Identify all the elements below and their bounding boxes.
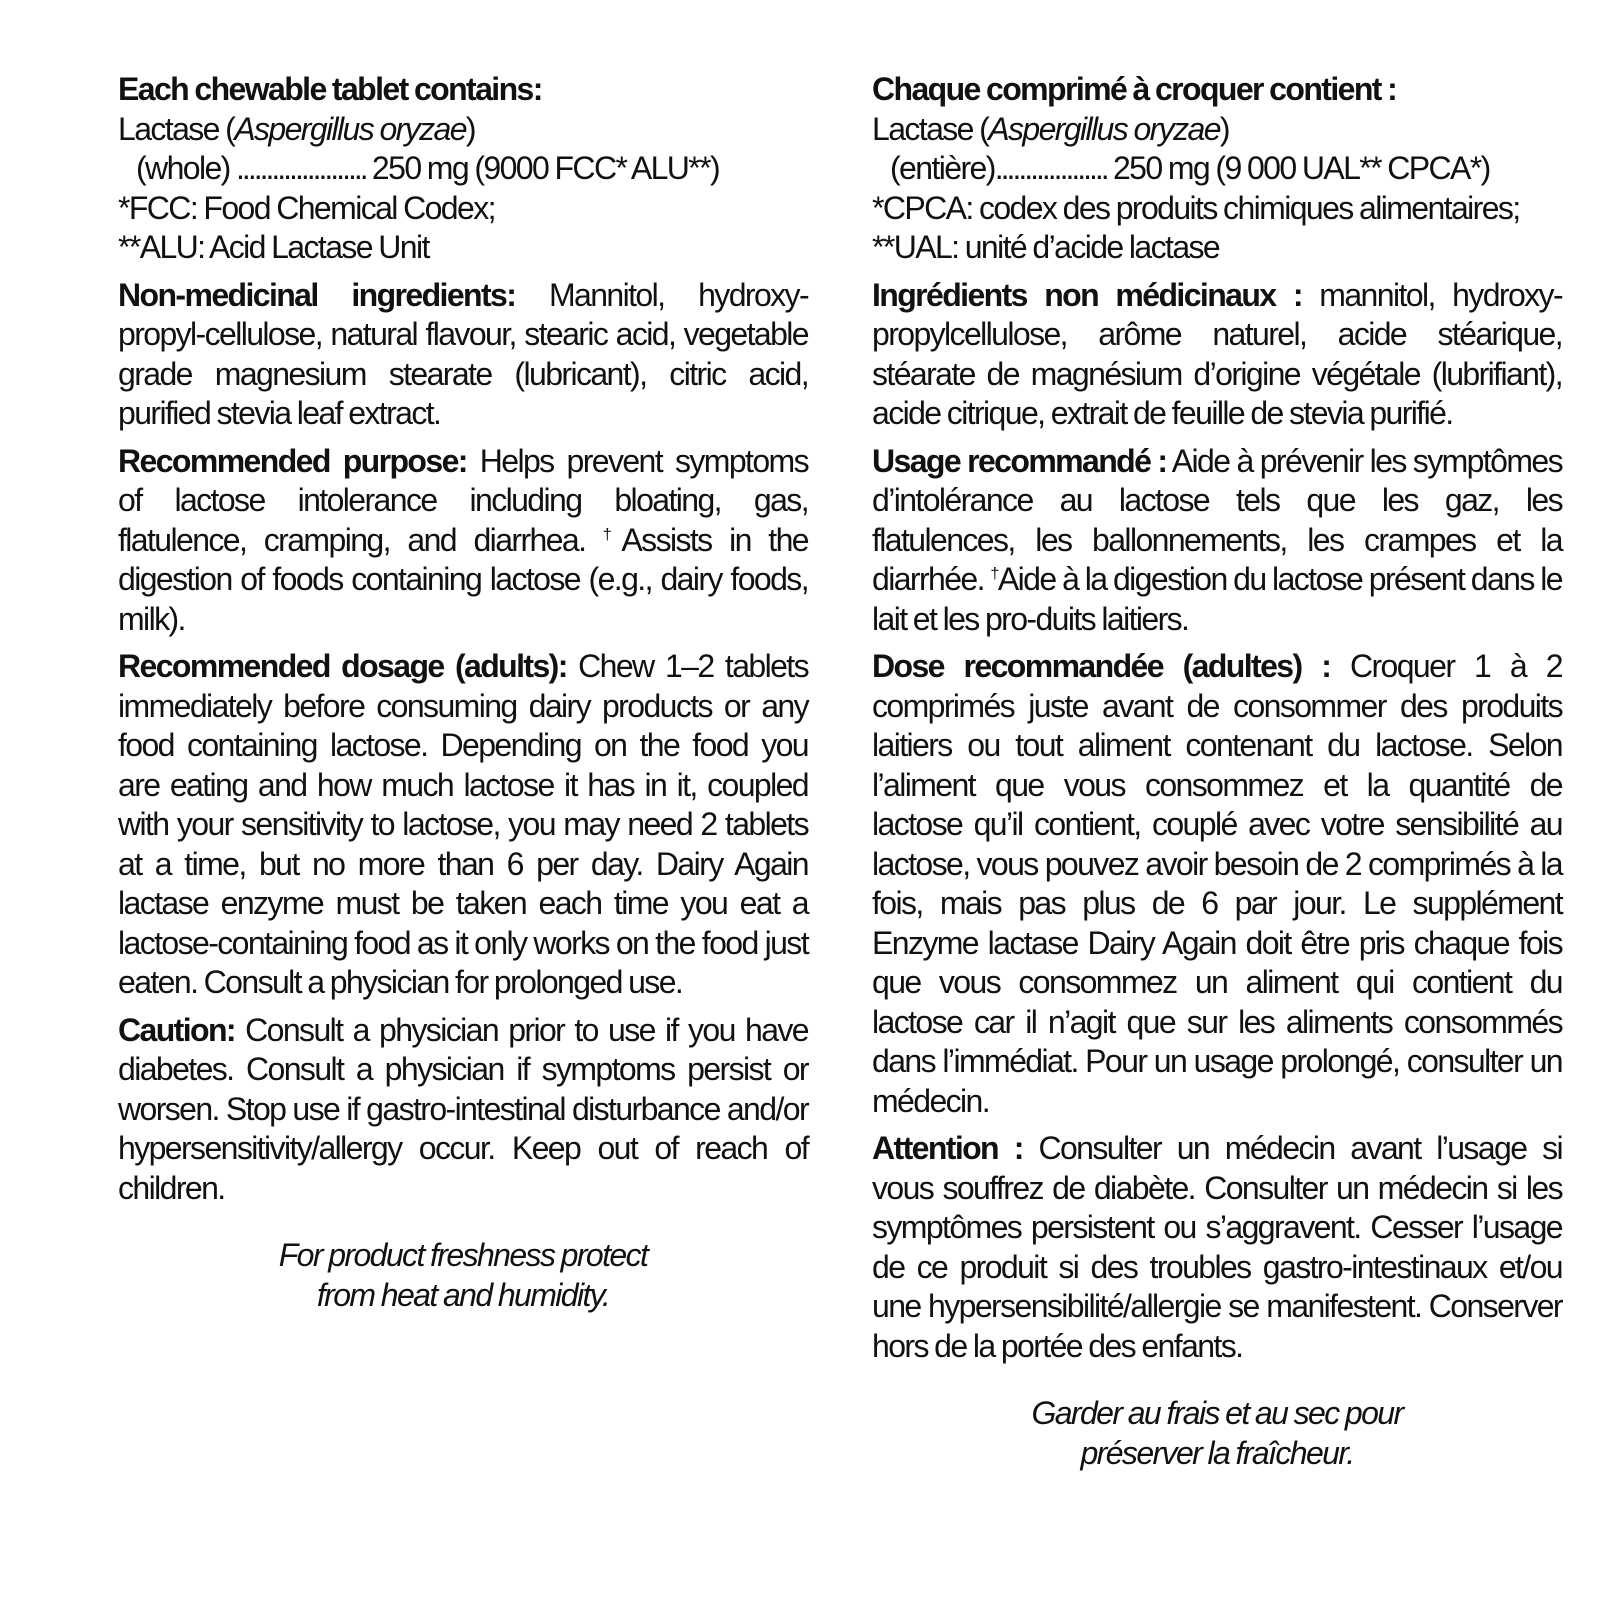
non-medicinal-para-fr [872,276,1562,434]
dosage-heading-en: Recommended dosage (adults): [118,648,567,684]
ingredient-species-en: Aspergillus oryzae [234,110,466,147]
french-column [872,70,1562,1473]
purpose-para-fr [872,442,1562,640]
ingredient-prefix-fr: Lactase ( [872,110,989,147]
purpose-heading-en: Recommended purpose: [118,442,467,479]
storage-line-2-fr: préserver la fraîcheur. [1080,1434,1354,1471]
purpose-text-1-fr: Aide à prévenir les symptômes d’intolérance au lactose tels que les gaz, les flatulences, les ballonnements, les crampes et la diarrhée. [872,442,1562,597]
caution-text-fr: Consulter un médecin avant l’usage si vous souffrez de diabète. Consulter un médecin si les symptômes persistent ou s’aggravent. Cesser l’usage de ce produit si des troubles gastro-intestinaux et/ou une hypersensibilité/allergie se manifestent. Conserver hors de la portée des enfants. [872,1130,1563,1364]
contains-block-fr [872,70,1562,268]
amount-value-en: 250 mg (9000 FCC* ALU**) [371,150,720,186]
storage-note-fr [872,1394,1562,1473]
english-column [118,70,808,1315]
purpose-text-1-en: Helps prevent symptoms of lactose intolerance including bloating, gas, flatulence, cramping, and diarrhea. [118,442,808,558]
non-medicinal-heading-en: Non-medicinal ingredients: [118,276,516,313]
storage-line-1-fr: Garder au frais et au sec pour [1031,1395,1403,1431]
footnote-2-en: **ALU: Acid Lactase Unit [118,229,429,265]
amount-dots-fr: ................... [994,150,1107,186]
ingredient-prefix-en: Lactase ( [118,110,235,147]
dosage-text-fr: Croquer 1 à 2 comprimés juste avant de consommer des produits laitiers ou tout aliment contenant du lactose. Selon l’aliment que vous consommez et la quantité de lactose qu’il contient, couplé avec votre sensibilité au lactose, vous pouvez avoir besoin de 2 comprimés à la fois, mais pas plus de 6 par jour. Le supplément Enzyme lactase Dairy Again doit être pris chaque fois que vous consommez un aliment qui contient du lactose car il n’agit que sur les aliments consommés dans l’immédiat. Pour un usage prolongé, consulter un médecin. [872,648,1563,1119]
caution-heading-fr: Attention : [872,1130,1023,1166]
amount-value-fr: 250 mg (9 000 UAL** CPCA*) [1112,150,1490,186]
purpose-text-2-en: Assists in the digestion of foods containing lactose (e.g., dairy foods, milk). [118,521,808,637]
storage-note-en [118,1236,808,1315]
ingredient-line-en [118,110,808,150]
contains-heading-fr: Chaque comprimé à croquer contient : [872,71,1397,107]
dosage-para-en [118,647,808,1003]
amount-label-en: (whole) [136,150,230,186]
caution-heading-en: Caution: [118,1011,235,1048]
dosage-para-fr [872,647,1562,1121]
amount-line-fr [872,149,1562,189]
storage-line-2-en: from heat and humidity. [316,1276,610,1313]
purpose-text-2-fr: Aide à la digestion du lactose présent dans le lait et les pro-duits laitiers. [872,561,1562,637]
non-medicinal-para-en [118,276,808,434]
amount-line-en [118,149,808,189]
dosage-heading-fr: Dose recommandée (adultes) : [872,648,1331,684]
footnote-1-en: *FCC: Food Chemical Codex; [118,189,495,226]
amount-dots-en: ...................... [236,150,366,186]
caution-para-en [118,1011,808,1209]
dagger-mark-en: † [602,525,622,543]
non-medicinal-text-en: Mannitol, hydroxy-propyl-cellulose, natural flavour, stearic acid, vegetable grade magnesium stearate (lubricant), citric acid, purified stevia leaf extract. [118,276,808,431]
dagger-mark-fr: † [990,565,998,583]
caution-text-en: Consult a physician prior to use if you have diabetes. Consult a physician if symptoms persist or worsen. Stop use if gastro-intestinal disturbance and/or hypersensitivity/allergy occur. Keep out of reach of children. [118,1011,808,1206]
storage-line-1-en: For product freshness protect [278,1237,648,1273]
footnote-1-fr: *CPCA: codex des produits chimiques alimentaires; [872,189,1520,226]
ingredient-suffix-en: ) [465,110,475,147]
caution-para-fr [872,1129,1562,1366]
footnote-2-fr: **UAL: unité d’acide lactase [872,229,1220,265]
dosage-text-en: Chew 1–2 tablets immediately before consuming dairy products or any food containing lactose. Depending on the food you are eating and how much lactose it has in it, coupled with your sensitivity to lactose, you may need 2 tablets at a time, but no more than 6 per day. Dairy Again lactase enzyme must be taken each time you eat a lactose-containing food as it only works on the food just eaten. Consult a physician for prolonged use. [118,648,808,1000]
ingredient-species-fr: Aspergillus oryzae [988,110,1220,147]
amount-label-fr: (entière) [890,150,995,186]
purpose-para-en [118,442,808,640]
contains-heading-en: Each chewable tablet contains: [118,71,542,107]
non-medicinal-text-fr: mannitol, hydroxy-propylcellulose, arôme naturel, acide stéarique, stéarate de magnésium d’origine végétale (lubrifiant), acide citrique, extrait de feuille de stevia purifié. [872,276,1563,431]
ingredient-line-fr [872,110,1562,150]
ingredient-suffix-fr: ) [1219,110,1229,147]
non-medicinal-heading-fr: Ingrédients non médicinaux : [872,276,1302,313]
purpose-heading-fr: Usage recommandé : [872,442,1167,479]
contains-block-en [118,70,808,268]
